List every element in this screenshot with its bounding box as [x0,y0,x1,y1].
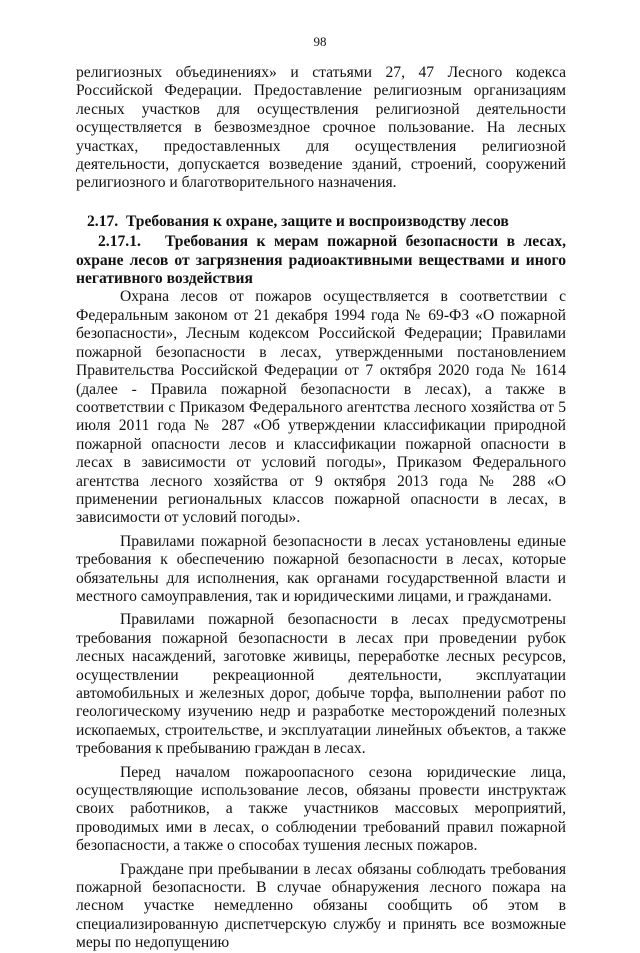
paragraph: Правилами пожарной безопасности в лесах установлены единые требования к обеспечению пожарной безопасности в лесах, которые обязательны для исполнения, как органами государственной власти и местного самоуправления, так и юридическими лицами, и гражданами. [76,532,566,605]
paragraph: Граждане при пребывании в лесах обязаны соблюдать требования пожарной безопасности. В случае обнаружения лесного пожара на лесном участке немедленно обязаны сообщить об этом в специализированную диспетчерскую службу и принять все возможные меры по недопущению [76,860,566,952]
section-number: 2.17. [87,212,119,230]
page-number: 98 [313,34,327,49]
document-body [76,64,566,953]
paragraph-continued: религиозных объединениях» и статьями 27, 47 Лесного кодекса Российской Федерации. Предоставление религиозным организациям лесных участков для осуществления религиозной деятельности осуществляется в безвозмездное срочное пользование. На лесных участках, предоставленных для осуществления религиозной деятельности, допускается возведение зданий, строений, сооружений религиозного и благотворительного назначения. [76,64,566,192]
section-heading [76,213,566,231]
subsection-heading [76,233,566,288]
subsection-number: 2.17.1. [98,233,141,251]
subsection-title: Требования к мерам пожарной безопасности в лесах, охране лесов от загрязнения радиоактивными веществами и иного негативного воздействия [76,233,566,288]
section-title: Требования к охране, защите и воспроизводству лесов [125,212,509,230]
paragraph: Охрана лесов от пожаров осуществляется в соответствии с Федеральным законом от 21 декабря 1994 года № 69-ФЗ «О пожарной безопасности», Лесным кодексом Российской Федерации; Правилами пожарной безопасности в лесах, утвержденными постановлением Правительства Российской Федерации от 7 октября 2020 года № 1614 (далее - Правила пожарной безопасности в лесах), а также в соответствии с Приказом Федерального агентства лесного хозяйства от 5 июля 2011 года № 287 «Об утверждении классификации природной пожарной опасности лесов и классификации пожарной опасности в лесах в зависимости от условий погоды», Приказом Федерального агентства лесного хозяйства от 9 октября 2013 года № 288 «О применении региональных классов пожарной опасности в лесах, в зависимости от условий погоды». [76,288,566,527]
paragraph: Перед началом пожароопасного сезона юридические лица, осуществляющие использование лесов, обязаны провести инструктаж своих работников, а также участников массовых мероприятий, проводимых ими в лесах, о соблюдении требований правил пожарной безопасности, а также о способах тушения лесных пожаров. [76,763,566,855]
paragraph: Правилами пожарной безопасности в лесах предусмотрены требования пожарной безопасности в лесах при проведении рубок лесных насаждений, заготовке живицы, переработке лесных ресурсов, осуществлении рекреационной деятельности, эксплуатации автомобильных и железных дорог, добыче торфа, выполнении работ по геологическому изучению недр и разработке месторождений полезных ископаемых, строительстве, и эксплуатации линейных объектов, а также требования к пребыванию граждан в лесах. [76,611,566,758]
